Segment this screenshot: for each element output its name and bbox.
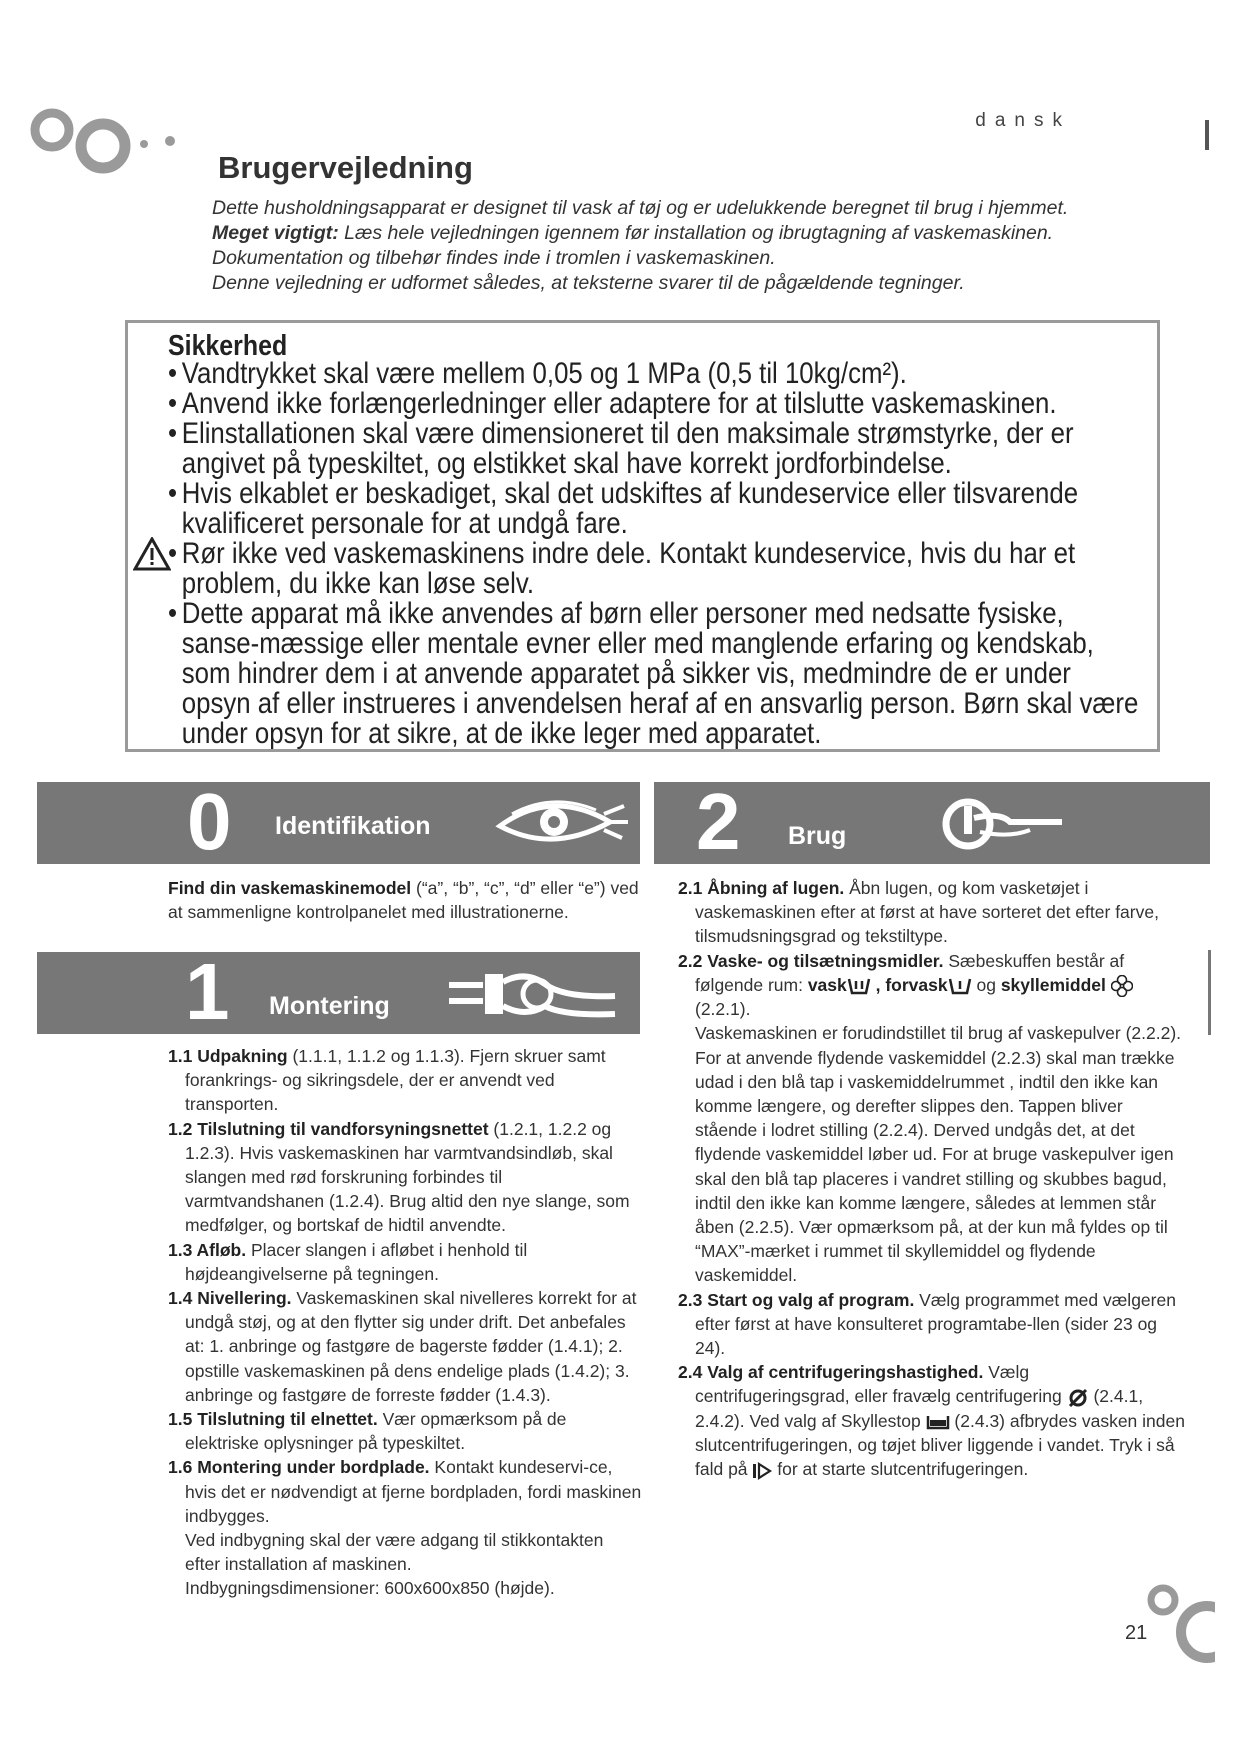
page-number: 21: [1125, 1622, 1148, 1644]
softener-flower-icon: [1111, 975, 1133, 997]
paragraph: Indbygningsdimensioner: 600x600x850 (højde).: [185, 1578, 555, 1599]
no-spin-icon: [1067, 1387, 1089, 1409]
list-item: 1.5 Tilslutning til elnettet. Vær opmærksom på de elektriske oplysninger på typeskiltet.: [168, 1409, 567, 1454]
section-2-text: [678, 876, 1188, 1481]
paragraph: Vaskemaskinen er forudindstillet til brug af vaskepulver (2.2.2).: [695, 1023, 1182, 1044]
brand-logo-icon: [30, 108, 180, 198]
knob-hand-icon: [930, 792, 1070, 856]
list-item: 2.3 Start og valg af program. Vælg programmet med vælgeren efter først at have konsulteret programtabe-llen (sider 23 og 24).: [678, 1289, 1176, 1359]
list-item: 1.6 Montering under bordplade. Kontakt kundeservi-ce, hvis det er nødvendigt at fjerne bordpladen, fordi maskinen indbygges.: [168, 1457, 642, 1526]
start-icon: [752, 1462, 772, 1480]
intro-text: Dette husholdningsapparat er designet til vask af tøj og er udelukkende beregnet til brug i hjemmet. Meget vigtigt: Læs hele vejledningen igennem før installation og ibrugtagning af vaskemaskinen. Dokumentation og tilbehør findes inde i tromlen i vaskemaskinen. Denne vejledning er udformet således, at teksterne svarer til de pågældende tegninger.: [212, 197, 1069, 294]
safety-item: • Anvend ikke forlængerledninger eller adaptere for at tilslutte vaskemaskinen.: [168, 387, 1057, 420]
list-item: 1.2 Tilslutning til vandforsyningsnettet (1.2.1, 1.2.2 og 1.2.3). Hvis vaskemaskinen har varmtvandsindløb, skal slangen med rød forskruning forbindes til varmtvandshanen (1.2.4). Brug altid den nye slange, som medfølger, og bortskaf de hidtil anvendte.: [168, 1118, 630, 1236]
rinse-hold-icon: [926, 1414, 950, 1430]
eye-icon: [492, 792, 632, 854]
safety-item: • Vandtrykket skal være mellem 0,05 og 1 MPa (0,5 til 10kg/cm²).: [168, 357, 907, 390]
plug-icon: [445, 962, 625, 1026]
warning-icon: [133, 537, 171, 571]
language-label: dansk: [975, 110, 1071, 131]
edge-mark: [1208, 950, 1211, 1035]
safety-item: • Elinstallationen skal være dimensioneret til den maksimale strømstyrke, der er angivet på typeskiltet, og elstikket skal have korrekt jordforbindelse.: [168, 417, 1074, 480]
page-title: Brugervejledning: [218, 150, 473, 185]
safety-item: • Rør ikke ved vaskemaskinens indre dele. Kontakt kundeservice, hvis du har et problem, du ikke kan løse selv.: [168, 537, 1076, 600]
list-item: 1.3 Afløb. Placer slangen i afløbet i henhold til højdeangivelserne på tegningen.: [168, 1239, 528, 1284]
section-1-number: 1: [185, 947, 230, 1036]
decorative-circles-icon: [1145, 1580, 1215, 1680]
section-2-title: Brug: [788, 822, 847, 850]
section-2-banner: [654, 777, 1210, 866]
safety-item: • Dette apparat må ikke anvendes af børn eller personer med nedsatte fysiske, sanse-mæssige eller mentale evner eller med manglende erfaring og kendskab, som hindrer dem i at anvende apparatet på sikker vis, medmindre de er under opsyn af eller instrueres i anvendelsen heraf af en ansvarlig person. Børn skal være under opsyn for at sikre, at de ikke leger med apparatet.: [168, 597, 1139, 750]
safety-box: [125, 320, 1160, 752]
list-item: 1.4 Nivellering. Vaskemaskinen skal nivelleres korrekt for at undgå støj, og at den flytter sig under drift. Det anbefales at: 1. anbringe og fastgøre de bagerste fødder (1.4.1); 2. opstille vaskemaskinen på dens endelige plads (1.4.2); 3. anbringe og fastgøre de forreste fødder (1.4.3).: [168, 1288, 637, 1405]
list-item: 2.2 Vaske- og tilsætningsmidler. Sæbeskuffen består af følgende rum: vask , forvask og skyllemiddel (2.2.1).: [678, 949, 1188, 1022]
safety-list: [168, 359, 1144, 749]
edge-mark: [1205, 120, 1209, 150]
paragraph: For at anvende flydende vaskemiddel (2.2.3) skal man trække udad i den blå tap i vaskemiddelrummet , indtil den ikke kan komme længere, og derefter slippes den. Tappen bliver stående i lodret stilling (2.2.4). Derved undgås det, at det flydende vaskemiddel løber ud. For at bruge vaskepulver igen skal den blå tap placeres i vandret stilling og skubbes bagud, indtil den ikke kan komme længere, således at lemmen står åben (2.2.5). Vær opmærksom på, at der kun må fyldes op til “MAX”-mærket i rummet til skyllemiddel og flydende vaskemiddel.: [695, 1047, 1175, 1286]
section-0-number: 0: [187, 777, 232, 866]
section-1-text: [168, 1044, 643, 1601]
list-item: 1.1 Udpakning (1.1.1, 1.1.2 og 1.1.3). Fjern skruer samt forankrings- og sikringsdele, der er anvendt ved transporten.: [168, 1046, 606, 1115]
safety-title: Sikkerhed: [168, 330, 288, 362]
prewash-compartment-icon: [948, 977, 972, 995]
safety-item: • Hvis elkablet er beskadiget, skal det udskiftes af kundeservice eller tilsvarende kvalificeret personale for at undgå fare.: [168, 477, 1079, 540]
section-1-banner: [37, 947, 640, 1036]
section-0-banner: [37, 777, 640, 866]
paragraph: Ved indbygning skal der være adgang til stikkontakten efter installation af maskinen.: [185, 1530, 604, 1575]
wash-compartment-icon: [847, 977, 871, 995]
intro-bold: Meget vigtigt:: [212, 222, 339, 244]
section-2-number: 2: [696, 777, 741, 866]
section-0-title: Identifikation: [275, 812, 431, 840]
section-1-title: Montering: [269, 992, 390, 1020]
list-item: 2.4 Valg af centrifugeringshastighed. Vælg centrifugeringsgrad, eller fravælg centrifugering (2.4.1, 2.4.2). Ved valg af Skyllestop (2.4.3) afbrydes vasken inden slutcentrifugeringen, og tøjet bliver liggende i vandet. Tryk i så fald på for at starte slutcentrifugeringen.: [678, 1362, 1185, 1480]
section-0-text: Find din vaskemaskinemodel (“a”, “b”, “c”, “d” eller “e”) ved at sammenligne kontrolpanelet med illustrationerne.: [168, 878, 639, 923]
list-item: 2.1 Åbning af lugen. Åbn lugen, og kom vasketøjet i vaskemaskinen efter at først at have sorteret det efter farve, tilsmudsningsgrad og tekstiltype.: [678, 878, 1159, 947]
